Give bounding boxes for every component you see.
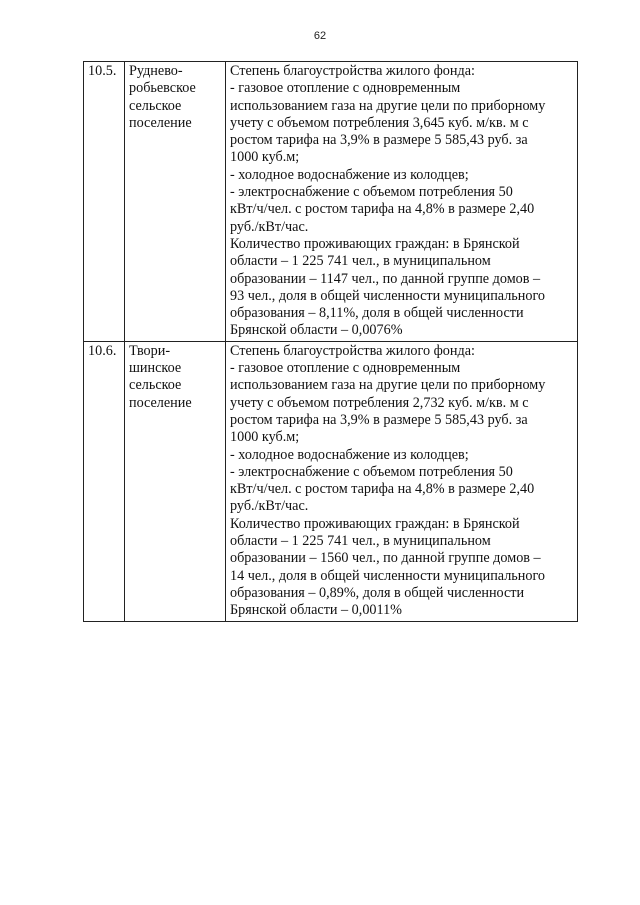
description-line: 1000 куб.м; [230,149,300,166]
description-line: Степень благоустройства жилого фонда: [230,63,475,79]
settlement-name-line: сельское [129,377,182,394]
settlement-name-line: Твори- [129,342,171,359]
settlement-name-line: шинское [129,360,182,377]
settlement-name-line: поселение [129,394,192,411]
table-row [84,62,578,342]
description-line: 93 чел., доля в общей численности муниципального [230,287,546,304]
description-line: - газовое отопление с одновременным [230,80,461,97]
description-line: учету с объемом потребления 2,732 куб. м/кв. м с [230,394,529,411]
settlement-name-line: сельское [129,97,182,114]
table-row [84,341,578,621]
description-line: - электроснабжение с объемом потребления 50 [230,463,513,480]
housing-description [226,341,578,621]
description-line: ростом тарифа на 3,9% в размере 5 585,43 руб. за [230,132,528,149]
settlement-name-line: поселение [129,114,192,131]
description-line: - газовое отопление с одновременным [230,360,461,377]
row-number: 10.5. [84,62,125,342]
description-line: руб./кВт/час. [230,218,309,235]
description-line: образовании – 1560 чел., по данной группе домов – [230,550,541,567]
description-line: области – 1 225 741 чел., в муниципальном [230,533,491,550]
description-line: Брянской области – 0,0011% [230,602,402,619]
description-line: образования – 0,89%, доля в общей численности [230,584,525,601]
page-number: 62 [313,30,327,42]
description-line: кВт/ч/чел. с ростом тарифа на 4,8% в размере 2,40 [230,201,535,218]
description-line: 14 чел., доля в общей численности муниципального [230,567,546,584]
description-line: - холодное водоснабжение из колодцев; [230,166,469,183]
settlement-name-line: Руднево- [129,63,183,79]
description-line: кВт/ч/чел. с ростом тарифа на 4,8% в размере 2,40 [230,481,535,498]
description-line: Степень благоустройства жилого фонда: [230,342,475,359]
settlement-name-line: робьевское [129,80,196,97]
settlement-name [125,341,226,621]
description-line: Количество проживающих граждан: в Брянской [230,235,520,252]
description-line: руб./кВт/час. [230,498,309,515]
description-line: области – 1 225 741 чел., в муниципальном [230,253,491,270]
description-line: использованием газа на другие цели по приборному [230,377,546,394]
settlement-name [125,62,226,342]
description-line: образовании – 1147 чел., по данной группе домов – [230,270,541,287]
description-line: использованием газа на другие цели по приборному [230,97,546,114]
description-line: Брянской области – 0,0076% [230,322,403,339]
description-line: ростом тарифа на 3,9% в размере 5 585,43 руб. за [230,411,528,428]
settlement-table [83,61,578,622]
description-line: образования – 8,11%, доля в общей численности [230,305,524,322]
description-line: 1000 куб.м; [230,429,300,446]
description-line: Количество проживающих граждан: в Брянской [230,515,520,532]
row-number: 10.6. [84,341,125,621]
description-line: - электроснабжение с объемом потребления 50 [230,184,513,201]
housing-description [226,62,578,342]
description-line: учету с объемом потребления 3,645 куб. м/кв. м с [230,114,529,131]
description-line: - холодное водоснабжение из колодцев; [230,446,469,463]
